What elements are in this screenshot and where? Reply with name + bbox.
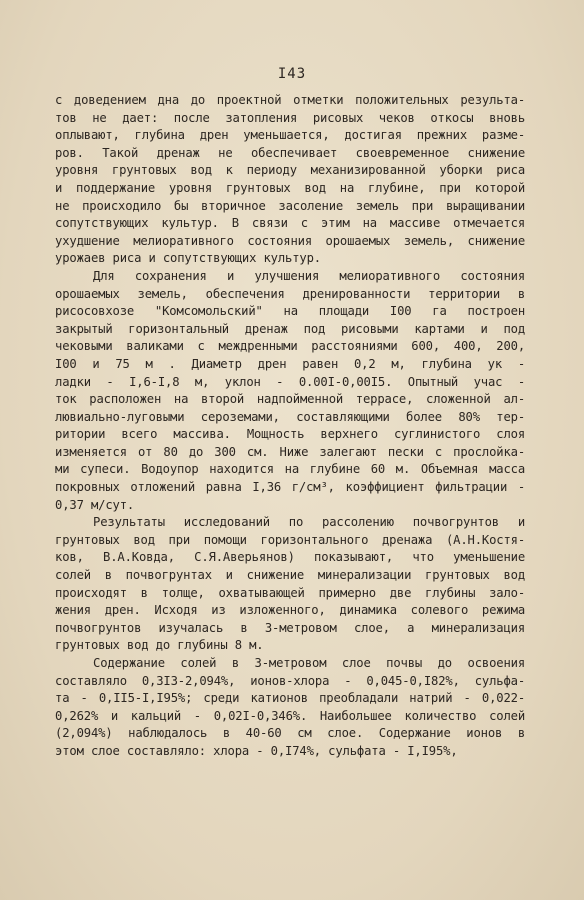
text-line: не происходило бы вторичное засоление земель при выращивании	[55, 198, 525, 213]
text-line: ков, В.А.Ковда, С.Я.Аверьянов) показывают, что уменьшение	[55, 550, 525, 565]
text-line: составляло 0,3I3-2,094%, ионов-хлора - 0,045-0,I82%, сульфа-	[55, 673, 525, 688]
text-line: чековыми валиками с междренными расстояниями 600, 400, 200,	[55, 339, 525, 354]
text-line: Содержание солей в 3-метровом слое почвы до освоения	[93, 656, 525, 670]
text-line: 0,262% и кальций - 0,02I-0,346%. Наибольшее количество солей	[55, 708, 525, 723]
text-line: этом слое составляло: хлора - 0,I74%, сульфата - I,I95%,	[55, 743, 458, 758]
body-text	[55, 92, 525, 761]
text-line: солей в почвогрунтах и снижение минерализации грунтовых вод	[55, 568, 525, 583]
text-line: изменяется от 80 до 300 см. Ниже залегают пески с прослойка-	[55, 444, 525, 459]
text-line: I00 и 75 м . Диаметр дрен равен 0,2 м, глубина ук -	[55, 356, 525, 371]
text-line: почвогрунтов изучалась в 3-метровом слое, а минерализация	[55, 620, 525, 635]
text-line: происходят в толще, охватывающей примерно две глубины зало-	[55, 585, 525, 600]
text-line: лювиально-луговыми сероземами, составляющими более 80% тер-	[55, 409, 525, 424]
text-line: ладки - I,6-I,8 м, уклон - 0.00I-0,00I5. Опытный учас -	[55, 374, 525, 389]
paragraph	[55, 655, 525, 761]
text-line: ток расположен на второй надпойменной террасе, сложенной ал-	[55, 392, 525, 407]
text-line: орошаемых земель, обеспечения дренированности территории в	[55, 286, 525, 301]
text-line: тов не дает: после затопления рисовых чеков откосы вновь	[55, 110, 525, 125]
text-line: урожаев риса и сопутствующих культур.	[55, 251, 321, 266]
text-line: ров. Такой дренаж не обеспечивает своевременное снижение	[55, 145, 525, 160]
text-line: покровных отложений равна I,36 г/см³, коэффициент фильтрации -	[55, 480, 525, 495]
text-line: сопутствующих культур. В связи с этим на массиве отмечается	[55, 216, 525, 231]
text-line: (2,094%) наблюдалось в 40-60 см слое. Содержание ионов в	[55, 726, 525, 741]
text-line: уровня грунтовых вод к периоду механизированной уборки риса	[55, 163, 525, 178]
text-line: с доведением дна до проектной отметки положительных результа-	[55, 93, 525, 107]
text-line: Для сохранения и улучшения мелиоративного состояния	[93, 268, 525, 283]
text-line: закрытый горизонтальный дренаж под рисовыми картами и под	[55, 321, 525, 336]
text-line: оплывают, глубина дрен уменьшается, достигая прежних разме-	[55, 128, 525, 143]
text-line: ритории всего массива. Мощность верхнего суглинистого слоя	[55, 427, 525, 442]
paragraph	[55, 514, 525, 655]
text-line: та - 0,II5-I,I95%; среди катионов преобладали натрий - 0,022-	[55, 691, 525, 706]
text-line: Результаты исследований по рассолению почвогрунтов и	[93, 515, 525, 530]
text-line: грунтовых вод до глубины 8 м.	[55, 638, 264, 653]
text-line: 0,37 м/сут.	[55, 497, 135, 512]
text-line: ми супеси. Водоупор находится на глубине 60 м. Объемная масса	[55, 462, 525, 477]
text-line: грунтовых вод при помощи горизонтального дренажа (А.Н.Костя-	[55, 532, 525, 547]
page-number: I43	[277, 66, 307, 82]
text-line: рисосовхозе "Комсомольский" на площади I00 га построен	[55, 304, 525, 319]
text-line: и поддержание уровня грунтовых вод на глубине, при которой	[55, 180, 525, 195]
paragraph	[55, 92, 525, 268]
text-line: жения дрен. Исходя из изложенного, динамика солевого режима	[55, 603, 525, 618]
paragraph	[55, 268, 525, 514]
text-line: ухудшение мелиоративного состояния орошаемых земель, снижение	[55, 233, 525, 248]
